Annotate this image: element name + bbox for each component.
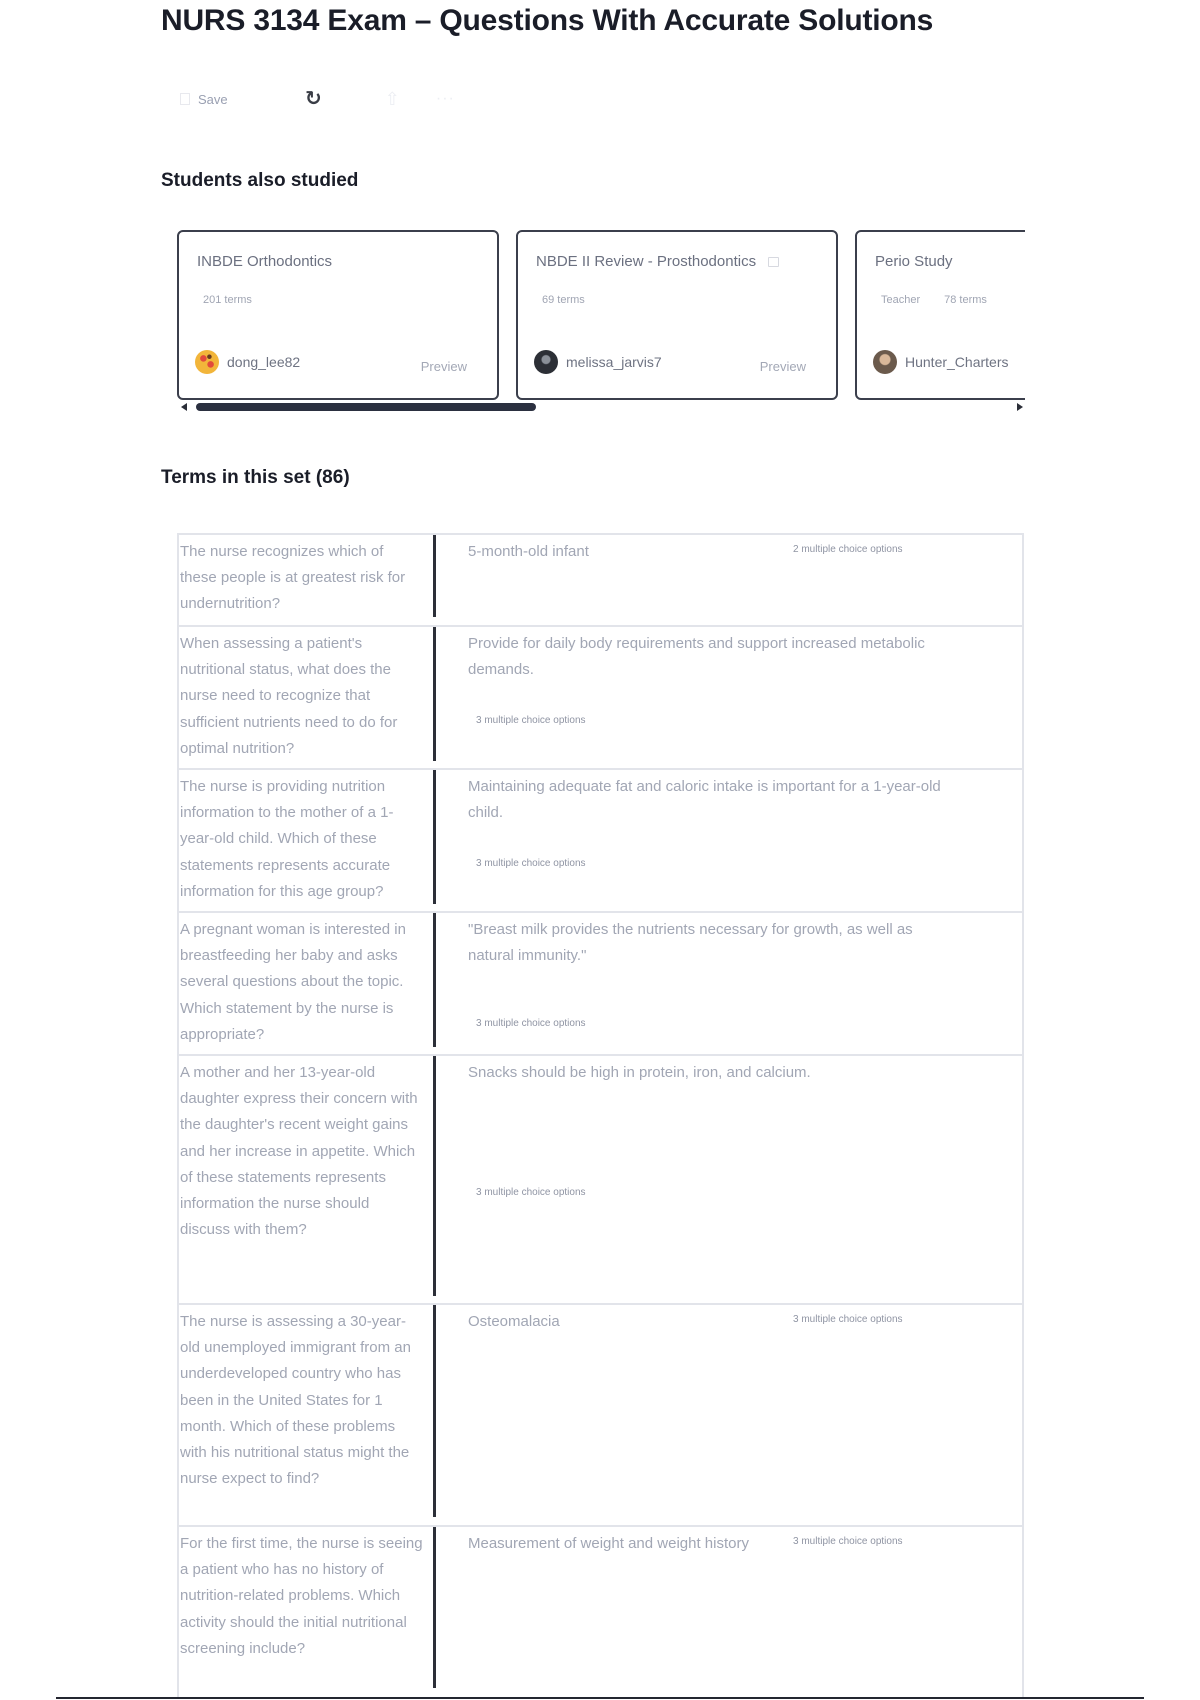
- multiple-choice-options[interactable]: 3 multiple choice options: [476, 1018, 586, 1029]
- term-text: The nurse recognizes which of these people is at greatest risk for undernutrition?: [179, 535, 436, 617]
- card-role-badge: Teacher: [881, 294, 921, 306]
- bookmark-icon: [180, 93, 190, 105]
- preview-button[interactable]: Preview: [759, 359, 806, 374]
- card-author[interactable]: [873, 350, 1009, 374]
- page-title: NURS 3134 Exam – Questions With Accurate Solutions: [161, 4, 934, 37]
- multiple-choice-options[interactable]: 3 multiple choice options: [793, 1536, 903, 1547]
- definition-text: Provide for daily body requirements and support increased metabolic demands.: [468, 635, 925, 679]
- card-author[interactable]: [534, 350, 662, 374]
- definition-text: Maintaining adequate fat and caloric intake is important for a 1-year-old child.: [468, 778, 941, 822]
- definition-text: Snacks should be high in protein, iron, and calcium.: [468, 1064, 811, 1081]
- card-term-count: 78 terms: [944, 294, 987, 306]
- card-title: [536, 253, 779, 270]
- multiple-choice-options[interactable]: 3 multiple choice options: [476, 858, 586, 869]
- term-text: The nurse is assessing a 30-year-old unemployed immigrant from an underdeveloped country who has been in the United States for 1 month. Which of these problems with his nutritional status might the nurse expect to find?: [179, 1305, 436, 1517]
- terms-table: [177, 533, 1024, 1699]
- image-icon: [768, 257, 779, 267]
- term-row: [179, 913, 1022, 1056]
- card-author[interactable]: [195, 350, 300, 374]
- share-icon[interactable]: ⇧: [384, 88, 400, 109]
- term-text: When assessing a patient's nutritional status, what does the nurse need to recognize that sufficient nutrients need to do for optimal nutrition?: [179, 627, 436, 761]
- term-row: [179, 1527, 1022, 1699]
- card-title-text: NBDE II Review - Prosthodontics: [536, 253, 757, 270]
- term-text: The nurse is providing nutrition information to the mother of a 1-year-old child. Which of these statements represents accurate information for this age group?: [179, 770, 436, 904]
- term-row: [179, 1056, 1022, 1305]
- term-text: For the first time, the nurse is seeing a patient who has no history of nutrition-related problems. Which activity should the initial nutritional screening include?: [179, 1527, 436, 1688]
- card-meta: [881, 294, 987, 306]
- definition-text: "Breast milk provides the nutrients necessary for growth, as well as natural immunity.": [468, 921, 913, 965]
- save-button[interactable]: [180, 92, 250, 107]
- card-author-name: melissa_jarvis7: [566, 354, 662, 370]
- students-also-studied-heading: Students also studied: [161, 170, 359, 191]
- card-author-name: dong_lee82: [227, 354, 301, 370]
- card-term-count: 201 terms: [203, 294, 252, 306]
- page-bottom-divider: [56, 1697, 1144, 1699]
- multiple-choice-options[interactable]: 2 multiple choice options: [793, 544, 903, 555]
- preview-button[interactable]: Preview: [420, 359, 467, 374]
- term-row: [179, 1305, 1022, 1527]
- definition-text: Measurement of weight and weight history: [468, 1535, 749, 1552]
- definition-text: 5-month-old infant: [468, 543, 589, 560]
- avatar: [873, 350, 897, 374]
- save-label: Save: [198, 91, 228, 107]
- scroll-right-arrow-icon[interactable]: [1017, 403, 1023, 411]
- carousel-scrollbar[interactable]: [179, 401, 1025, 413]
- study-set-carousel: [177, 230, 1025, 405]
- study-set-card[interactable]: [516, 230, 838, 400]
- study-set-card[interactable]: [177, 230, 499, 400]
- study-set-card[interactable]: [855, 230, 1025, 400]
- scrollbar-thumb[interactable]: [196, 403, 536, 411]
- card-title: Perio Study: [875, 253, 953, 270]
- more-options-icon[interactable]: ···: [435, 90, 455, 107]
- card-author-name: Hunter_Charters: [905, 354, 1009, 370]
- avatar: [534, 350, 558, 374]
- card-term-count: 69 terms: [542, 294, 585, 306]
- term-row: [179, 535, 1022, 627]
- multiple-choice-options[interactable]: 3 multiple choice options: [476, 715, 586, 726]
- scroll-left-arrow-icon[interactable]: [181, 403, 187, 411]
- card-title: INBDE Orthodontics: [197, 253, 333, 270]
- avatar: [195, 350, 219, 374]
- term-text: A pregnant woman is interested in breastfeeding her baby and asks several questions about the topic. Which statement by the nurse is appropriate?: [179, 913, 436, 1047]
- loop-icon[interactable]: ↻: [305, 88, 322, 110]
- term-row: [179, 770, 1022, 913]
- term-row: [179, 627, 1022, 770]
- multiple-choice-options[interactable]: 3 multiple choice options: [476, 1187, 586, 1198]
- definition-text: Osteomalacia: [468, 1313, 560, 1330]
- toolbar: [180, 84, 455, 114]
- term-text: A mother and her 13-year-old daughter express their concern with the daughter's recent weight gains and her increase in appetite. Which of these statements represents information the nurse should discuss with them?: [179, 1056, 436, 1296]
- terms-heading: Terms in this set (86): [161, 467, 350, 488]
- multiple-choice-options[interactable]: 3 multiple choice options: [793, 1314, 903, 1325]
